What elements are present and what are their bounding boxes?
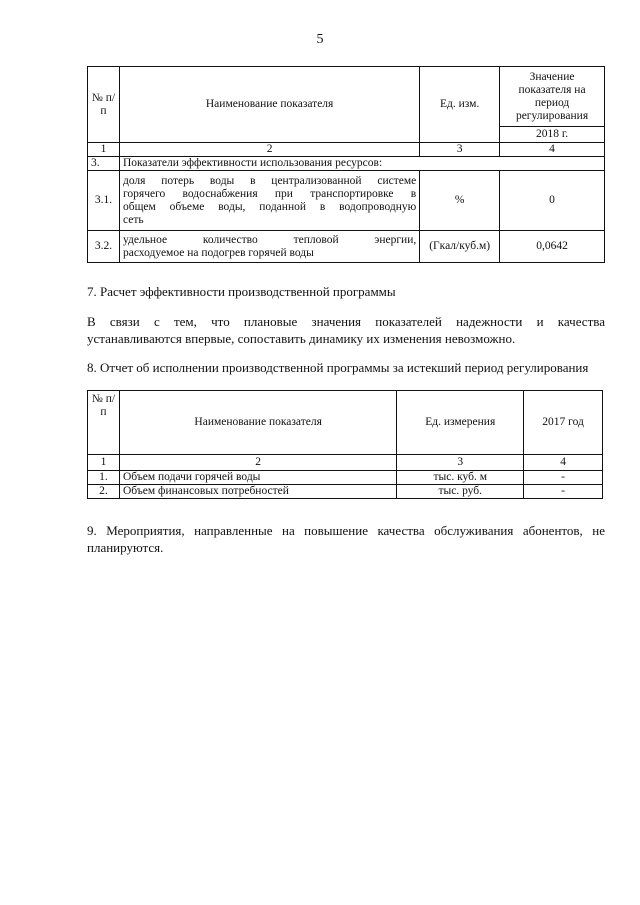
row-value: 0 [500, 171, 605, 231]
col-number: 4 [500, 143, 605, 157]
resource-efficiency-table [87, 66, 605, 263]
row-num: 3.1. [88, 171, 120, 231]
row-name-line: горячего водоснабжения при транспортировке в [122, 187, 417, 200]
row-name-line: удельное количество тепловой энергии, [122, 233, 417, 246]
col-number: 1 [88, 455, 120, 471]
col-number: 2 [119, 455, 396, 471]
row-name-line: доля потерь воды в централизованной системе [122, 174, 417, 187]
row-name [119, 171, 419, 231]
table-row [88, 485, 603, 499]
row-name: Объем подачи горячей воды [119, 471, 396, 485]
column-number-row [88, 455, 603, 471]
section-num: 3. [88, 157, 120, 171]
header-name: Наименование показателя [119, 391, 396, 455]
section-9-paragraph [87, 522, 605, 556]
row-value: - [524, 471, 603, 485]
paragraph-line: 9. Мероприятия, направленные на повышение качества обслуживания абонентов, не [87, 523, 605, 538]
row-value: - [524, 485, 603, 499]
header-num: № п/п [88, 67, 120, 143]
header-unit: Ед. изм. [420, 67, 500, 143]
row-name: Объем финансовых потребностей [119, 485, 396, 499]
row-name-line: сеть [122, 213, 144, 226]
col-number: 2 [119, 143, 419, 157]
section-7-paragraph [87, 313, 605, 347]
header-year: 2017 год [524, 391, 603, 455]
table-row [88, 471, 603, 485]
col-number: 4 [524, 455, 603, 471]
paragraph-line: В связи с тем, что плановые значения показателей надежности и качества [87, 314, 605, 329]
col-number: 3 [420, 143, 500, 157]
section-row [88, 157, 605, 171]
header-value: Значение показателя на период регулирования [500, 67, 605, 127]
row-num: 2. [88, 485, 120, 499]
section-title: Показатели эффективности использования ресурсов: [119, 157, 604, 171]
col-number: 1 [88, 143, 120, 157]
section-7-heading: 7. Расчет эффективности производственной программы [87, 284, 396, 299]
row-unit: (Гкал/куб.м) [420, 231, 500, 263]
paragraph-line: устанавливаются впервые, сопоставить динамику их изменения невозможно. [87, 331, 516, 346]
row-name [119, 231, 419, 263]
row-name-line: общем объеме воды, поданной в водопроводную [122, 200, 417, 213]
header-num: № п/п [88, 391, 120, 455]
page-number: 5 [316, 32, 324, 47]
table-row [88, 231, 605, 263]
program-report-table [87, 390, 603, 499]
row-value: 0,0642 [500, 231, 605, 263]
row-unit: тыс. куб. м [397, 471, 524, 485]
row-name-line: расходуемое на подогрев горячей воды [122, 246, 314, 259]
table-row [88, 171, 605, 231]
header-name: Наименование показателя [119, 67, 419, 143]
column-number-row [88, 143, 605, 157]
section-8-heading: 8. Отчет об исполнении производственной программы за истекший период регулирования [87, 360, 589, 375]
row-unit: тыс. руб. [397, 485, 524, 499]
col-number: 3 [397, 455, 524, 471]
header-unit: Ед. измерения [397, 391, 524, 455]
row-num: 3.2. [88, 231, 120, 263]
row-num: 1. [88, 471, 120, 485]
header-year: 2018 г. [500, 127, 605, 143]
row-unit: % [420, 171, 500, 231]
paragraph-line: планируются. [87, 540, 164, 555]
